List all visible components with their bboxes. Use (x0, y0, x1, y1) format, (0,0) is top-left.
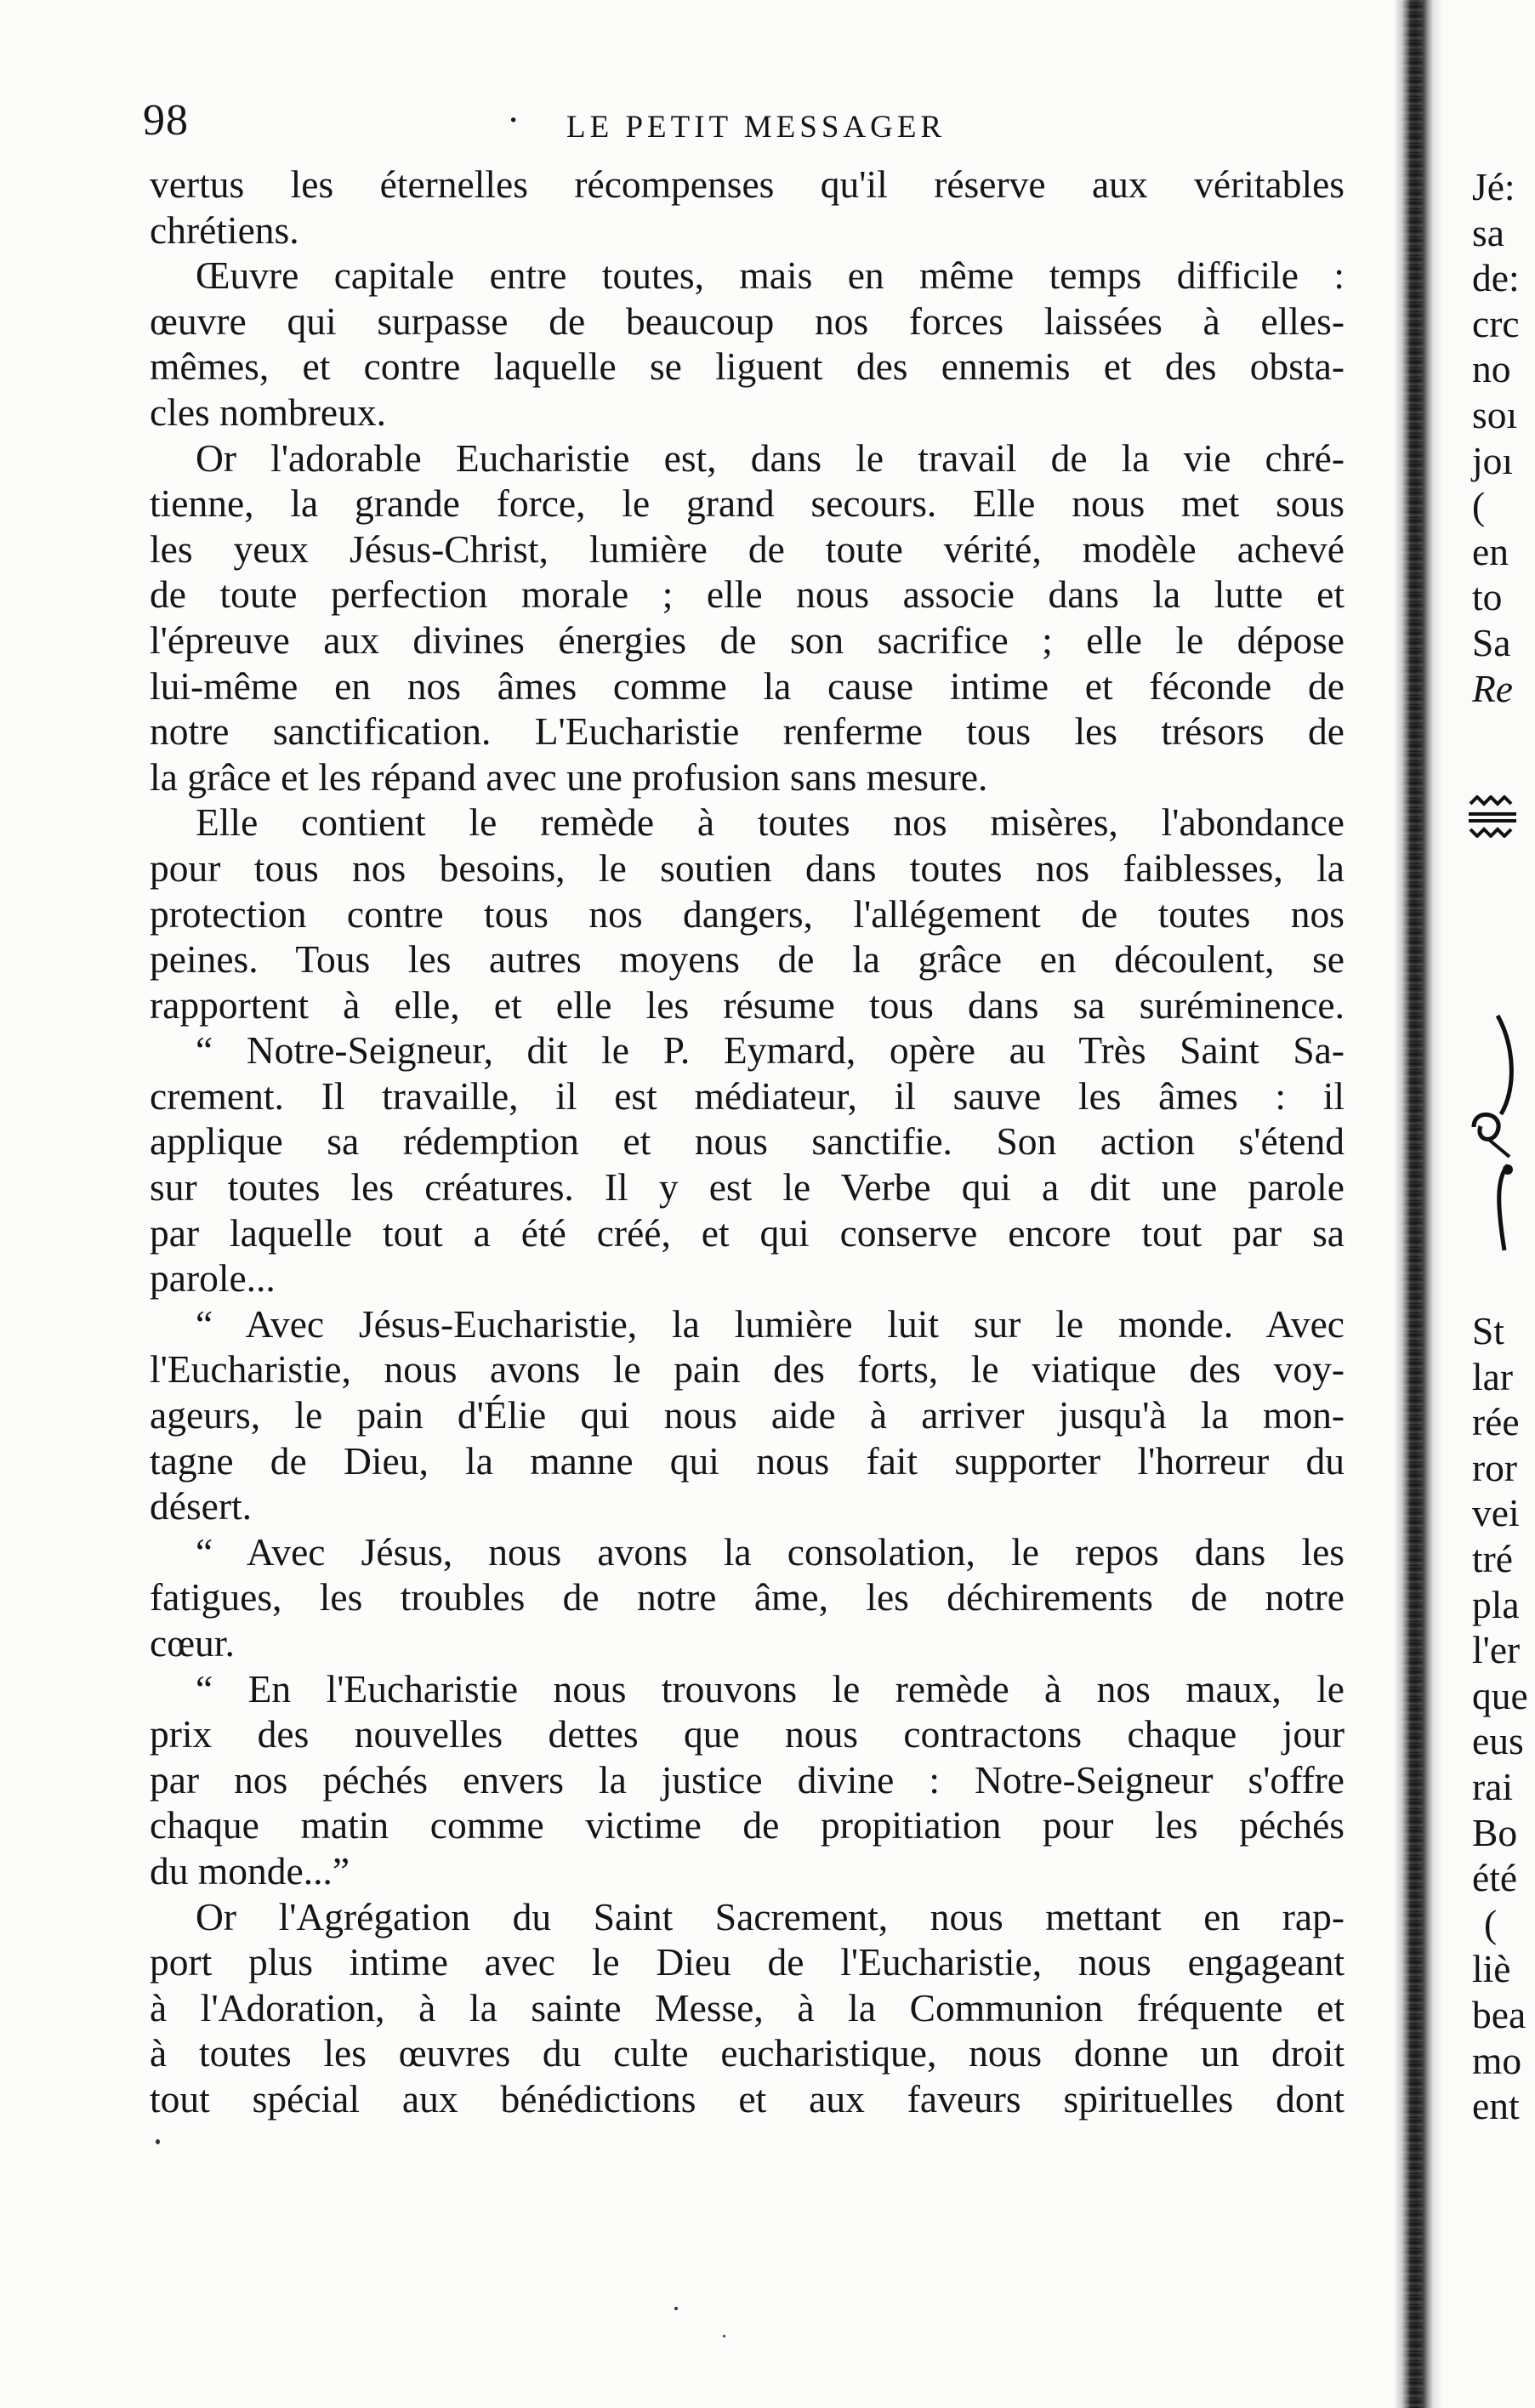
facing-line: soı (1472, 392, 1518, 436)
facing-line: crc (1472, 301, 1520, 345)
body-text (150, 162, 1345, 2122)
header-dot: · (507, 98, 520, 141)
gutter-texture (1401, 0, 1423, 2408)
facing-line: Jé: (1472, 165, 1515, 208)
facing-line: rai (1472, 1764, 1513, 1808)
facing-line: liè (1472, 1947, 1511, 1991)
text-line: du monde...” (150, 1848, 350, 1893)
text-line: désert. (150, 1484, 253, 1528)
text-line: œuvre qui surpasse de beaucoup nos forces laissées à elles- (150, 299, 1345, 343)
facing-line: rée (1472, 1400, 1520, 1444)
running-title: LE PETIT MESSAGER (566, 110, 947, 145)
text-line: peines. Tous les autres moyens de la grâce en découlent, se (150, 937, 1345, 982)
text-line: Or l'adorable Eucharistie est, dans le travail de la vie chré- (196, 435, 1345, 480)
facing-line: St (1472, 1309, 1504, 1352)
text-line: Or l'Agrégation du Saint Sacrement, nous mettant en rap- (196, 1894, 1345, 1938)
facing-line: été (1472, 1856, 1518, 1900)
scan-speck (723, 2335, 725, 2337)
facing-line: de: (1472, 256, 1520, 300)
decorative-scroll-icon (1464, 1012, 1523, 1259)
text-line: Œuvre capitale entre toutes, mais en même temps difficile : (196, 253, 1345, 298)
text-line: vertus les éternelles récompenses qu'il réserve aux véritables (150, 162, 1345, 206)
facing-line: to (1472, 575, 1503, 619)
text-line: chaque matin comme victime de propitiation pour les péchés (150, 1803, 1345, 1847)
facing-line: ror (1472, 1445, 1518, 1489)
text-line: sur toutes les créatures. Il y est le Verbe qui a dit une parole (150, 1165, 1345, 1210)
text-line: “ En l'Eucharistie nous trouvons le remède à nos maux, le (196, 1666, 1345, 1711)
facing-line: pla (1472, 1582, 1520, 1626)
text-line: rapportent à elle, et elle les résume tous dans sa suréminence. (150, 982, 1345, 1027)
facing-line: Bo (1472, 1810, 1518, 1854)
facing-line: ( (1472, 484, 1486, 528)
text-line: prix des nouvelles dettes que nous contractons chaque jour (150, 1712, 1345, 1756)
text-line: par laquelle tout a été créé, et qui conserve encore tout par sa (150, 1210, 1345, 1255)
facing-line: joı (1472, 438, 1514, 482)
text-line: l'épreuve aux divines énergies de son sacrifice ; elle le dépose (150, 618, 1345, 662)
text-line: cœur. (150, 1621, 235, 1665)
text-line: ageurs, le pain d'Élie qui nous aide à arriver jusqu'à la mon- (150, 1393, 1345, 1437)
text-line: les yeux Jésus-Christ, lumière de toute vérité, modèle achevé (150, 527, 1345, 571)
text-line: notre sanctification. L'Eucharistie renferme tous les trésors de (150, 709, 1345, 754)
text-line: “ Notre-Seigneur, dit le P. Eymard, opère au Très Saint Sa- (196, 1028, 1345, 1073)
facing-line: Sa (1472, 620, 1511, 664)
page-number: 98 (143, 96, 189, 145)
text-line: à l'Adoration, à la sainte Messe, à la Communion fréquente et (150, 1985, 1345, 2029)
text-line: lui-même en nos âmes comme la cause intime et féconde de (150, 663, 1345, 708)
text-line: tout spécial aux bénédictions et aux faveurs spirituelles dont (150, 2076, 1345, 2121)
text-line: tienne, la grande force, le grand secours. Elle nous met sous (150, 481, 1345, 526)
text-line: Elle contient le remède à toutes nos misères, l'abondance (196, 800, 1345, 845)
facing-page-fragment (1441, 0, 1535, 2408)
facing-line: en (1472, 529, 1509, 573)
page-header (143, 95, 1350, 146)
text-line: parole... (150, 1256, 276, 1301)
text-line: cles nombreux. (150, 390, 386, 434)
ornament-icon (1467, 795, 1518, 838)
text-line: de toute perfection morale ; elle nous associe dans la lutte et (150, 572, 1345, 617)
facing-line: l'er (1472, 1628, 1521, 1672)
facing-line: ent (1472, 2084, 1520, 2128)
text-line: par nos péchés envers la justice divine : Notre-Seigneur s'offre (150, 1757, 1345, 1802)
facing-line: tré (1472, 1536, 1513, 1580)
facing-text-bottom (1472, 1308, 1528, 2129)
text-line: port plus intime avec le Dieu de l'Eucharistie, nous engageant (150, 1940, 1345, 1984)
text-line: protection contre tous nos dangers, l'allégement de toutes nos (150, 891, 1345, 936)
facing-line: vei (1472, 1491, 1520, 1535)
text-line: “ Avec Jésus, nous avons la consolation, le repos dans les (196, 1529, 1345, 1574)
facing-line: sa (1472, 210, 1504, 254)
text-line: applique sa rédemption et nous sanctifie. Son action s'étend (150, 1119, 1345, 1164)
facing-line: eus (1472, 1719, 1524, 1763)
facing-line: lar (1472, 1354, 1513, 1398)
facing-line: que (1472, 1673, 1528, 1717)
text-line: à toutes les œuvres du culte eucharistique, nous donne un droit (150, 2031, 1345, 2075)
facing-text-top (1472, 164, 1520, 711)
text-line: mêmes, et contre laquelle se liguent des ennemis et des obsta- (150, 344, 1345, 389)
facing-line: Re (1472, 666, 1513, 710)
text-line: fatigues, les troubles de notre âme, les déchirements de notre (150, 1575, 1345, 1620)
facing-line: bea (1472, 1992, 1526, 2036)
facing-line: no (1472, 347, 1511, 391)
text-line: la grâce et les répand avec une profusion sans mesure. (150, 754, 988, 799)
text-line: chrétiens. (150, 208, 299, 252)
facing-line: mo (1472, 2038, 1522, 2082)
text-line: l'Eucharistie, nous avons le pain des forts, le viatique des voy- (150, 1347, 1345, 1392)
text-line: “ Avec Jésus-Eucharistie, la lumière luit sur le monde. Avec (196, 1301, 1345, 1346)
text-line: tagne de Dieu, la manne qui nous fait supporter l'horreur du (150, 1438, 1345, 1483)
text-line: pour tous nos besoins, le soutien dans toutes nos faiblesses, la (150, 845, 1345, 890)
scan-speck (674, 2307, 678, 2310)
text-line: crement. Il travaille, il est médiateur, il sauve les âmes : il (150, 1073, 1345, 1118)
scan-speck (156, 2139, 160, 2144)
facing-line: ( (1484, 1901, 1498, 1945)
